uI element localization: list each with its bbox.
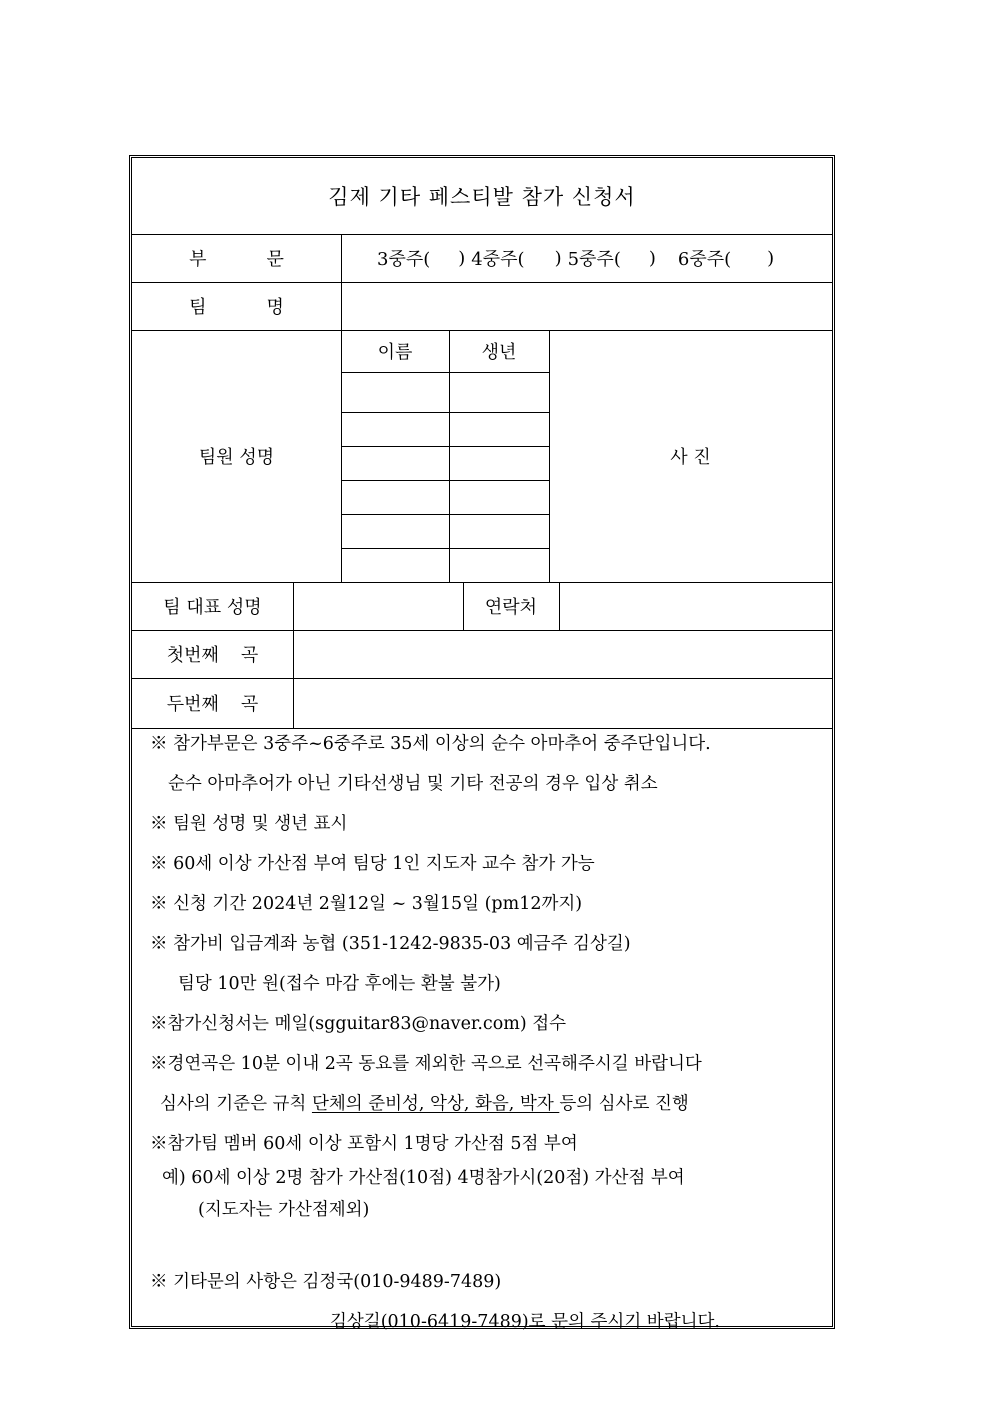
contact-label: 연락처: [484, 597, 538, 618]
note-account: ※ 참가비 입금계좌 농협 (351-1242-9835-03 예금주 김상길): [150, 934, 631, 954]
note-disqualification: 순수 아마추어가 아닌 기타선생님 및 기타 전공의 경우 입상 취소: [168, 774, 658, 794]
note-songs: ※경연곡은 10분 이내 2곡 동요를 제외한 곡으로 선곡해주시길 바랍니다: [150, 1054, 702, 1074]
song1-label-part2: 곡: [240, 645, 259, 666]
option-trio-close: ): [458, 247, 466, 269]
song1-label: [132, 630, 293, 678]
note-contact-2: 김상길(010-6419-7489)로 문의 주시기 바랍니다.: [330, 1312, 720, 1332]
members-label: 팀원 성명: [198, 447, 275, 468]
col-birth-header: 생년: [481, 342, 517, 363]
application-form: [129, 155, 835, 1332]
note-judging-criteria: 단체의 준비성, 악상, 화음, 박자: [311, 1094, 560, 1114]
team-name-field[interactable]: [341, 282, 832, 330]
option-trio[interactable]: 3중주(: [377, 249, 431, 270]
division-label: [132, 234, 341, 282]
note-bonus: ※ 60세 이상 가산점 부여 팀당 1인 지도자 교수 참가 가능: [150, 854, 595, 874]
option-quartet[interactable]: 4중주(: [471, 249, 525, 270]
option-quintet-close: ): [648, 247, 656, 269]
form-title: 김제 기타 페스티발 참가 신청서: [132, 158, 832, 235]
note-period: ※ 신청 기간 2024년 2월12일 ~ 3월15일 (pm12까지): [150, 894, 583, 914]
team-name-label-part1: 팀: [189, 297, 207, 318]
division-options[interactable]: [341, 234, 832, 282]
note-member-info: ※ 팀원 성명 및 생년 표시: [150, 814, 348, 834]
option-quartet-close: ): [554, 247, 562, 269]
photo-box[interactable]: 사 진: [670, 447, 711, 468]
note-judging-a: 심사의 기준은 규칙: [160, 1094, 312, 1114]
member-name-cell[interactable]: [341, 372, 449, 412]
note-judging-c: 등의 심사로 진행: [559, 1094, 689, 1114]
representative-label: 팀 대표 성명: [163, 597, 262, 618]
member-birth-cell[interactable]: [449, 372, 549, 412]
col-name-header: 이름: [377, 342, 413, 363]
note-eligibility: ※ 참가부문은 3중주~6중주로 35세 이상의 순수 아마추어 중주단입니다.: [150, 734, 711, 754]
option-sextet-close: ): [767, 247, 775, 269]
division-label-part2: 문: [266, 249, 284, 270]
song1-field[interactable]: [293, 630, 832, 678]
note-judging: [160, 1090, 689, 1115]
note-instructor-exclusion: (지도자는 가산점제외): [198, 1200, 370, 1220]
note-fee: 팀당 10만 원(접수 마감 후에는 환불 불가): [178, 974, 501, 994]
song2-field[interactable]: [293, 678, 832, 728]
option-sextet[interactable]: 6중주(: [677, 249, 732, 270]
song2-label-part1: 두번째: [166, 694, 219, 715]
contact-field[interactable]: [559, 582, 832, 630]
team-name-label-part2: 명: [266, 297, 284, 318]
note-email: ※참가신청서는 메일(sgguitar83@naver.com) 접수: [150, 1014, 567, 1034]
note-senior-bonus: ※참가팀 멤버 60세 이상 포함시 1명당 가산점 5점 부여: [150, 1134, 578, 1154]
representative-field[interactable]: [293, 582, 463, 630]
song1-label-part1: 첫번째: [166, 645, 219, 666]
song2-label: [132, 678, 293, 728]
option-quintet[interactable]: 5중주(: [567, 249, 621, 270]
song2-label-part2: 곡: [240, 694, 259, 715]
note-contact-1: ※ 기타문의 사항은 김정국(010-9489-7489): [150, 1272, 502, 1292]
division-label-part1: 부: [189, 249, 207, 270]
team-name-label: [132, 282, 341, 330]
note-example: 예) 60세 이상 2명 참가 가산점(10점) 4명참가시(20점) 가산점 부여: [162, 1168, 685, 1188]
